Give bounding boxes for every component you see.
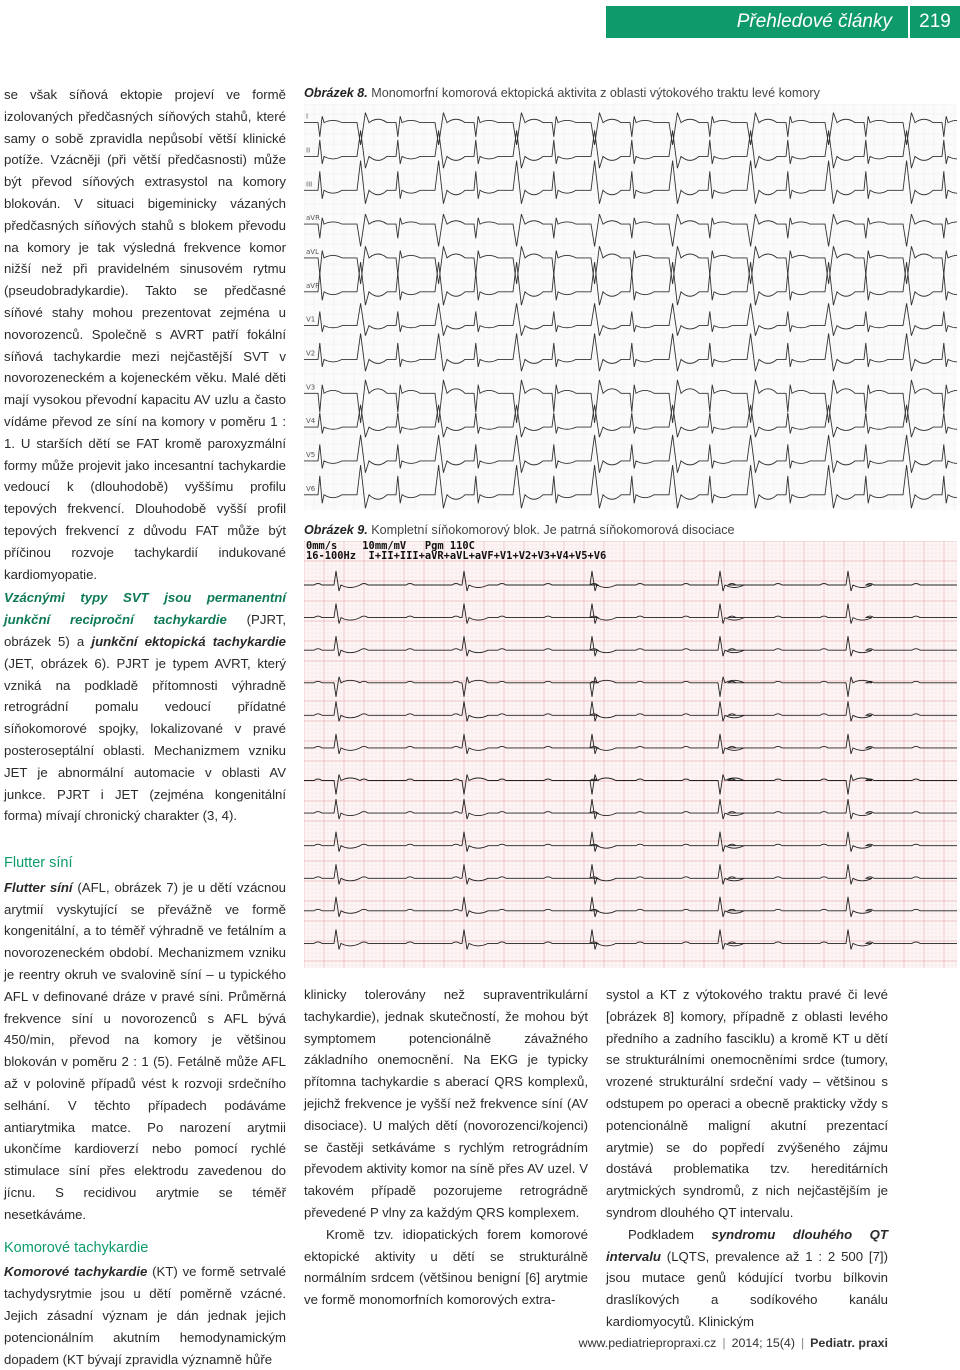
paragraph: systol a KT z výtokového traktu pravé či levé [obrázek 8] komory, případně z oblasti levého předního a zadního fasciklu) a kromě KT u dětí se strukturálními onemocněními srdce (tumory, vrozené strukturální srdeční vady – většinou s odstupem po operaci a obecně prakticky vždy s potencionálně maligní akutní prezentací arytmie) se do popředí zvýšeného zájmu dostává problematika tzv. hereditárních arytmických syndromů, z nich nejčastějším je syndrom dlouhého QT intervalu. <box>606 987 888 1220</box>
lead-label: V3 <box>306 383 316 392</box>
figure9-ecg <box>304 541 957 968</box>
lead-label: V4 <box>306 417 316 426</box>
paragraph <box>4 587 286 827</box>
ecg-trace-image <box>304 541 957 968</box>
ecg-header-line: 0mm/s 10mm/mV Pgm 110C <box>306 540 475 552</box>
lead-label: aVF <box>306 281 320 290</box>
section-heading-flutter: Flutter síní <box>4 855 73 872</box>
lead-label: III <box>306 180 313 189</box>
figure-label: Obrázek 9. <box>304 523 368 537</box>
text: (KT) ve formě setrvalé tachydysrytmie jsou u dětí poměrně vzácné. Jejich zásadní význam je dán jednak jejich potencionálním akutním hemodynamickým dopadem (KT bývají zpravidla významně hůře <box>4 1264 286 1367</box>
text: (AFL, obrázek 7) je u dětí vzácnou arytmií vyskytující se převážně ve formě kongenitální, a to téměř výhradně ve fetálním a novorozeneckém období. Mechanizmem vzniku je reentry okruh ve svalovině síní – u typického AFL v definované dráze v pravé síni. Průměrná frekvence síní u novorozenců s AFL bývá 450/min, převod na komory je většinou blokován v poměru 2 : 1 (5). Fetálně může AFL až v polovině případů vést k rozvoji srdečního selhání. V těchto případech podáváme antiarytmika matce. Po narození arytmii ukončíme kardioverzí nebo pomocí rychlé stimulace síní přes elektrodu zavedenou do jícnu. S recidivou arytmie se téměř nesetkáváme. <box>4 879 286 1222</box>
paragraph <box>606 1224 888 1333</box>
left-column <box>4 84 286 1370</box>
right-column <box>606 984 888 1333</box>
paragraph <box>4 877 286 1226</box>
caption-text: Monomorfní komorová ektopická aktivita z oblasti výtokového traktu levé komory <box>367 86 820 100</box>
figure8-caption <box>304 86 820 100</box>
emphasis: syndromu dlouhého QT intervalu <box>606 1226 888 1264</box>
lead-label: aVR <box>306 214 320 223</box>
ecg-trace-image <box>304 104 957 510</box>
ecg-header-line: 16-100Hz I+II+III+aVR+aVL+aVF+V1+V2+V3+V4+V5+V6 <box>306 550 607 563</box>
lead-label: V6 <box>306 484 316 493</box>
lead-label: I <box>306 112 309 121</box>
issue-info: 2014; 15(4) <box>731 1336 795 1350</box>
middle-column <box>304 984 588 1311</box>
text: Podkladem <box>628 1226 712 1242</box>
emphasis: Komorové tachykardie <box>4 1264 148 1280</box>
section-heading-kt: Komorové tachykardie <box>4 1239 149 1256</box>
emphasis: Vzácnými typy SVT jsou permanentní junkční reciproční tachykardie <box>4 590 286 628</box>
page-number: 219 <box>910 6 960 38</box>
website-link[interactable]: www.pediatriepropraxi.cz <box>578 1336 717 1350</box>
lead-label: V2 <box>306 349 316 358</box>
text: (JET, obrázek 6). PJRT je typem AVRT, který vzniká na podkladě přítomnosti výhradně retrográdní pomalu vedoucí přídatné síňokomorové spojky, lokalizované v pravé posteroseptální oblasti. Mechanizmem vzniku JET je abnormální automacie v oblasti AV junkce. PJRT i JET (zejména kongenitální forma) mívají chronický charakter (3, 4). <box>4 655 286 824</box>
emphasis: junkční ektopická tachykardie <box>91 633 286 649</box>
lead-label: II <box>306 146 311 155</box>
paragraph <box>4 1261 286 1370</box>
lead-label: aVL <box>306 247 319 256</box>
paragraph: se však síňová ektopie projeví ve formě izolovaných předčasných síňových stahů, které samy o sobě zpravidla nepůsobí větší klinické potíže. Vzácněji (při větší předčasnosti) může být převod síňových extrasystol na komory blokován. V situaci bigeminicky vázaných předčasných síňových stahů s blokem převodu na komory je tak výsledná frekvence komor nižší než při pravidelném sinusovém rytmu (pseudobradykardie). Takto se předčasné síňové stahy mohou prezentovat zejména u novorozenců. Společně s AVRT patří fokální síňová tachykardie mezi nejčastější SVT v novorozeneckém a kojeneckém věku. Malé děti mají vysokou převodní kapacitu AV uzlu a často vídáme převod ze síní na komory v poměru 1 : 1. U starších dětí se FAT kromě paroxyzmální formy může projevit jako incesantní tachykardie vedoucí k (dlouhodobě) vyššímu profilu tepových frekvencí. Dlouhodobě vyšší profil tepových frekvencí z důvodu FAT může být příčinou rozvoje tachykardií indukované kardiomyopatie. <box>4 87 286 582</box>
text: (LQTS, prevalence až 1 : 2 500 [7]) jsou mutace genů kódující tvorbu bílkovin draslíkových a sodíkového kanálu kardiomyocytů. Klinickým <box>606 1248 888 1329</box>
page-footer: www.pediatriepropraxi.cz | 2014; 15(4) | Pediatr. praxi <box>578 1336 888 1350</box>
page-header <box>606 6 960 38</box>
lead-label: V1 <box>306 315 316 324</box>
journal-name: Pediatr. praxi <box>810 1336 888 1350</box>
figure9-caption <box>304 523 735 537</box>
figure-label: Obrázek 8. <box>304 86 368 100</box>
lead-label: V5 <box>306 450 316 459</box>
ecg-settings-label <box>306 541 606 562</box>
text: (PJRT, obrázek 5) a <box>4 612 286 649</box>
section-title: Přehledové články <box>606 6 910 38</box>
caption-text: Kompletní síňokomorový blok. Je patrná síňokomorová disociace <box>367 523 735 537</box>
emphasis: Flutter síní <box>4 879 73 895</box>
figure8-ecg <box>304 104 957 510</box>
paragraph: Kromě tzv. idiopatických forem komorové ektopické aktivity u dětí se strukturálně normálním srdcem (většinou benigní [6] arytmie ve formě monomorfních komorových extra- <box>304 1226 588 1308</box>
paragraph: klinicky tolerovány než supraventrikulární tachykardie), jednak skutečností, že mohou být symptomem potencionálně závažného základního onemocnění. Na EKG je typicky přítomna tachykardie s aberací QRS komplexů, jejichž frekvence je vyšší než frekvence síní (AV disociace). U malých dětí (novorozenci/kojenci) se častěji setkáváme s rychlým retrográdním převodem aktivity komor na síně přes AV uzel. V takovém případě pozorujeme retrográdně převedené P vlny za každým QRS komplexem. <box>304 987 588 1220</box>
